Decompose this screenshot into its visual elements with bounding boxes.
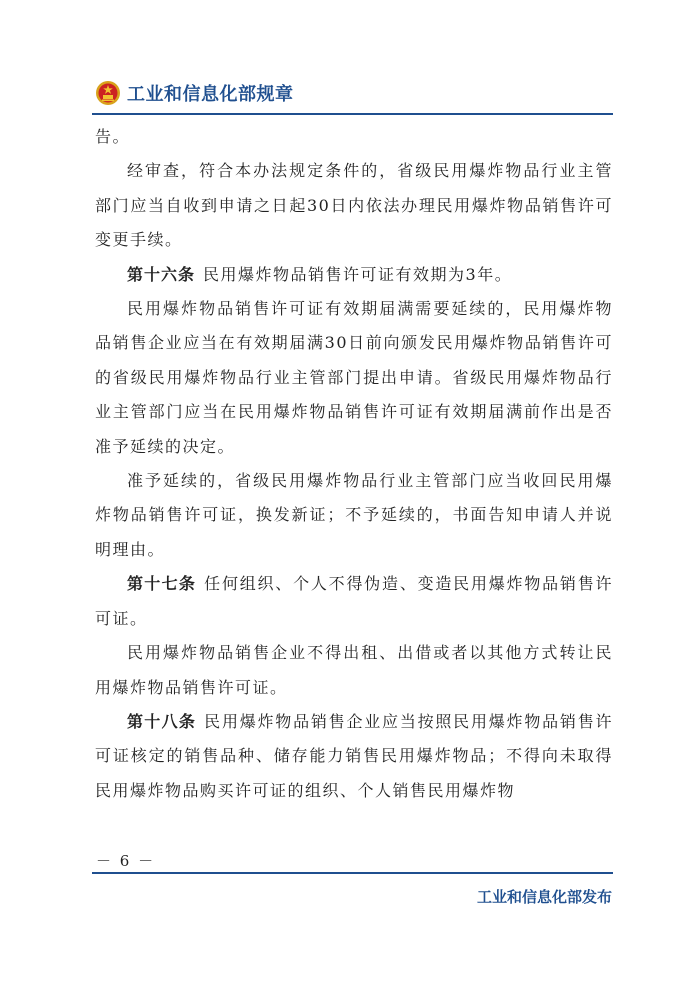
paragraph: 告。 bbox=[95, 127, 131, 146]
page-header bbox=[95, 78, 294, 108]
footer-publisher: 工业和信息化部发布 bbox=[476, 888, 612, 906]
article-text: 民用爆炸物品销售企业应当按照民用爆炸物品销售许可证核定的销售品种、储存能力销售民用爆炸物品；不得向未取得民用爆炸物品购买许可证的组织、个人销售民用爆炸物 bbox=[95, 711, 613, 800]
paragraph: 经审查，符合本办法规定条件的，省级民用爆炸物品行业主管部门应当自收到申请之日起30日内依法办理民用爆炸物品销售许可变更手续。 bbox=[95, 161, 613, 250]
article-text: 任何组织、个人不得伪造、变造民用爆炸物品销售许可证。 bbox=[95, 574, 613, 628]
header-title: 工业和信息化部规章 bbox=[127, 84, 294, 105]
paragraph: 民用爆炸物品销售许可证有效期届满需要延续的，民用爆炸物品销售企业应当在有效期届满30日前向颁发民用爆炸物品销售许可的省级民用爆炸物品行业主管部门提出申请。省级民用爆炸物品行业主管部门应当在民用爆炸物品销售许可证有效期届满前作出是否准予延续的决定。 bbox=[95, 299, 613, 456]
footer-divider bbox=[92, 872, 613, 874]
article-17 bbox=[95, 567, 613, 636]
paragraph: 民用爆炸物品销售企业不得出租、出借或者以其他方式转让民用爆炸物品销售许可证。 bbox=[95, 643, 613, 697]
page-number: － 6 － bbox=[96, 852, 156, 870]
article-16 bbox=[95, 258, 613, 292]
article-text: 民用爆炸物品销售许可证有效期为3年。 bbox=[203, 264, 513, 284]
article-label: 第十七条 bbox=[127, 574, 197, 594]
national-emblem-icon bbox=[95, 80, 121, 106]
article-label: 第十六条 bbox=[127, 264, 196, 284]
paragraph: 准予延续的，省级民用爆炸物品行业主管部门应当收回民用爆炸物品销售许可证，换发新证；不予延续的，书面告知申请人并说明理由。 bbox=[95, 471, 613, 559]
article-18 bbox=[95, 705, 613, 808]
document-body bbox=[95, 120, 613, 808]
article-label: 第十八条 bbox=[127, 711, 197, 731]
header-divider bbox=[92, 113, 613, 115]
